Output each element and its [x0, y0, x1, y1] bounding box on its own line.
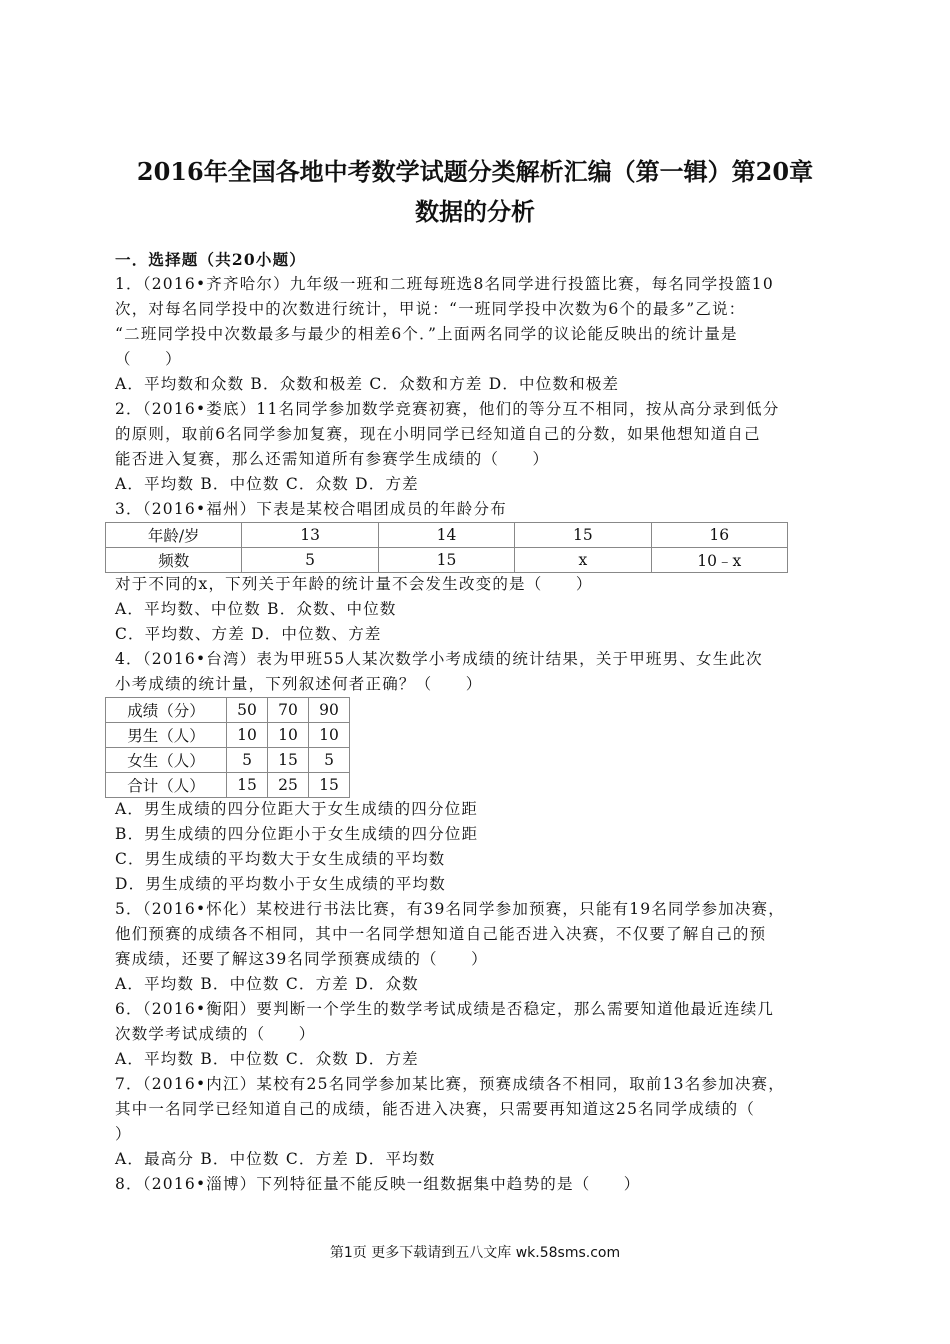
table-cell: 女生（人） [106, 748, 227, 773]
table-cell: 男生（人） [106, 723, 227, 748]
q5-text-line-3: 赛成绩，还要了解这39名同学预赛成绩的（ ） [115, 950, 488, 968]
q7-text-line-2: 其中一名同学已经知道自己的成绩，能否进入决赛，只需要再知道这25名同学成绩的（ [115, 1100, 756, 1118]
q4-text-line-2: 小考成绩的统计量，下列叙述何者正确？（ ） [115, 675, 483, 693]
table-cell: 25 [268, 773, 309, 798]
table-cell: 年龄/岁 [106, 523, 242, 548]
q5-text-line-1: 5．（2016•怀化）某校进行书法比赛，有39名同学参加预赛，只能有19名同学参加决赛， [115, 900, 785, 918]
table-cell: 70 [268, 698, 309, 723]
q2-options: A．平均数 B．中位数 C．众数 D．方差 [115, 475, 419, 493]
table-cell: 15 [378, 548, 514, 573]
q4-option-c: C．男生成绩的平均数大于女生成绩的平均数 [115, 850, 446, 868]
q6-text-line-1: 6．（2016•衡阳）要判断一个学生的数学考试成绩是否稳定，那么需要知道他最近连续几 [115, 1000, 775, 1018]
table-cell: 5 [309, 748, 350, 773]
table-cell: 5 [242, 548, 378, 573]
page-footer: 第1页 更多下载请到五八文库 wk.58sms.com [329, 1245, 621, 1261]
q1-options: A．平均数和众数 B．众数和极差 C．众数和方差 D．中位数和极差 [115, 375, 620, 393]
table-cell: 10 [227, 723, 268, 748]
q6-text-line-2: 次数学考试成绩的（ ） [115, 1025, 316, 1043]
page-title: 2016年全国各地中考数学试题分类解析汇编（第一辑）第20章 [136, 157, 814, 186]
table-cell: 16 [651, 523, 787, 548]
table-cell: 合计（人） [106, 773, 227, 798]
table-row [106, 548, 788, 573]
score-table [105, 697, 350, 798]
table-cell: 5 [227, 748, 268, 773]
table-cell: 15 [268, 748, 309, 773]
age-distribution-table [105, 522, 788, 573]
table-row [106, 698, 350, 723]
table-cell: 15 [309, 773, 350, 798]
q7-text-line-3: ） [115, 1125, 132, 1143]
q6-options: A．平均数 B．中位数 C．众数 D．方差 [115, 1050, 419, 1068]
section-heading: 一．选择题（共20小题） [115, 250, 306, 269]
q2-text-line-1: 2．（2016•娄底）11名同学参加数学竞赛初赛，他们的等分互不相同，按从高分录到低分 [115, 400, 780, 418]
q4-text-line-1: 4．（2016•台湾）表为甲班55人某次数学小考成绩的统计结果，关于甲班男、女生此次 [115, 650, 763, 668]
q1-text-line-3: “二班同学投中次数最多与最少的相差6个．”上面两名同学的议论能反映出的统计量是 [115, 325, 738, 343]
table-cell: 15 [515, 523, 651, 548]
table-row [106, 723, 350, 748]
q4-option-a: A．男生成绩的四分位距大于女生成绩的四分位距 [115, 800, 479, 818]
q2-text-line-3: 能否进入复赛，那么还需知道所有参赛学生成绩的（ ） [115, 450, 550, 468]
q4-option-b: B．男生成绩的四分位距小于女生成绩的四分位距 [115, 825, 479, 843]
table-cell: 13 [242, 523, 378, 548]
q3-text-line-2: 对于不同的x，下列关于年龄的统计量不会发生改变的是（ ） [115, 575, 593, 593]
q7-options: A．最高分 B．中位数 C．方差 D．平均数 [115, 1150, 436, 1168]
table-row [106, 748, 350, 773]
table-cell: 成绩（分） [106, 698, 227, 723]
table-cell: 频数 [106, 548, 242, 573]
table-cell: 10﹣x [651, 548, 787, 573]
table-cell: 10 [309, 723, 350, 748]
q3-options-1: A．平均数、中位数 B．众数、中位数 [115, 600, 397, 618]
table-row [106, 523, 788, 548]
q8-text-line-1: 8．（2016•淄博）下列特征量不能反映一组数据集中趋势的是（ ） [115, 1175, 641, 1193]
q1-text-line-1: 1．（2016•齐齐哈尔）九年级一班和二班每班选8名同学进行投篮比赛，每名同学投篮10 [115, 275, 774, 293]
table-cell: 90 [309, 698, 350, 723]
page-subtitle: 数据的分析 [415, 197, 535, 226]
table-cell: 15 [227, 773, 268, 798]
table-cell: 10 [268, 723, 309, 748]
table-cell: x [515, 548, 651, 573]
table-cell: 14 [378, 523, 514, 548]
q3-options-2: C．平均数、方差 D．中位数、方差 [115, 625, 382, 643]
q3-text-line-1: 3．（2016•福州）下表是某校合唱团成员的年龄分布 [115, 500, 507, 518]
table-cell: 50 [227, 698, 268, 723]
q1-text-line-2: 次，对每名同学投中的次数进行统计，甲说：“一班同学投中次数为6个的最多”乙说： [115, 300, 746, 318]
q5-text-line-2: 他们预赛的成绩各不相同，其中一名同学想知道自己能否进入决赛，不仅要了解自己的预 [115, 925, 767, 943]
q1-text-line-4: （ ） [115, 350, 182, 368]
q4-option-d: D．男生成绩的平均数小于女生成绩的平均数 [115, 875, 446, 893]
q7-text-line-1: 7．（2016•内江）某校有25名同学参加某比赛，预赛成绩各不相同，取前13名参加决赛， [115, 1075, 785, 1093]
q5-options: A．平均数 B．中位数 C．方差 D．众数 [115, 975, 419, 993]
table-row [106, 773, 350, 798]
q2-text-line-2: 的原则，取前6名同学参加复赛，现在小明同学已经知道自己的分数，如果他想知道自己 [115, 425, 761, 443]
